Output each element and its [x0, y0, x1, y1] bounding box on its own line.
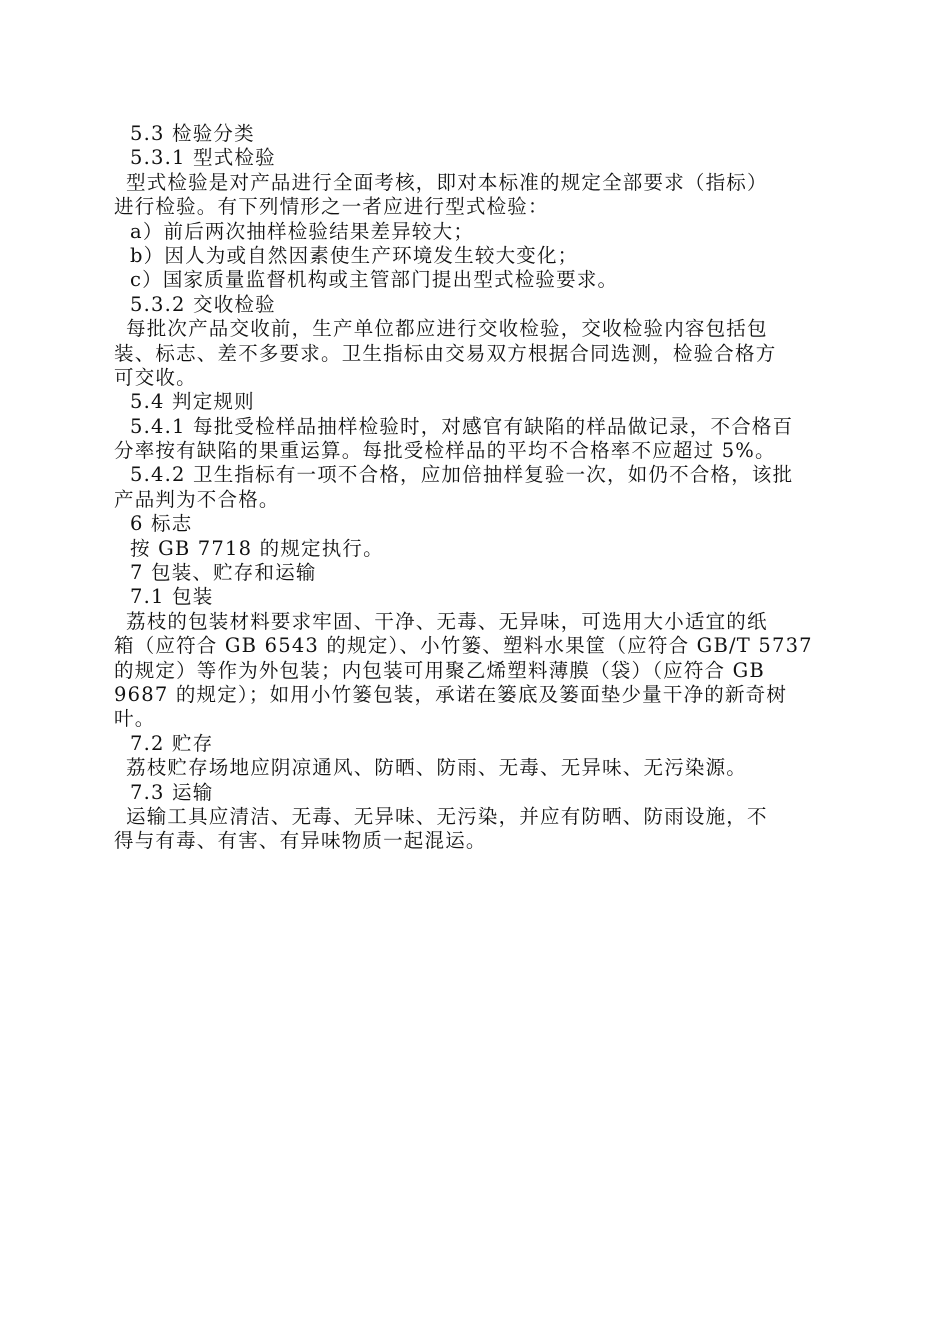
text-line: 运输工具应清洁、无毒、无异味、无污染，并应有防晒、防雨设施，不 — [126, 804, 768, 828]
text-line: 荔枝贮存场地应阴凉通风、防晒、防雨、无毒、无异味、无污染源。 — [126, 756, 748, 780]
text-line: 产品判为不合格。 — [114, 487, 280, 511]
text-line: 5.3 检验分类 — [130, 122, 255, 145]
text-line: 5.4.2 卫生指标有一项不合格，应加倍抽样复验一次，如仍不合格，该批 — [130, 463, 794, 487]
text-line: 叶。 — [114, 707, 156, 731]
text-line: 的规定）等作为外包装；内包装可用聚乙烯塑料薄膜（袋）（应符合 GB — [114, 658, 765, 682]
text-line: 7 包装、贮存和运输 — [130, 561, 317, 585]
text-line: 型式检验是对产品进行全面考核，即对本标准的规定全部要求（指标） — [126, 170, 768, 194]
text-line: 可交收。 — [114, 365, 197, 389]
text-line: 每批次产品交收前，生产单位都应进行交收检验，交收检验内容包括包 — [126, 317, 768, 341]
text-line: 箱（应符合 GB 6543 的规定）、小竹篓、塑料水果筐（应符合 GB/T 5737 — [114, 634, 813, 658]
text-line: 5.3.1 型式检验 — [130, 146, 276, 170]
text-line: c）国家质量监督机构或主管部门提出型式检验要求。 — [130, 268, 619, 292]
text-line: 荔枝的包装材料要求牢固、干净、无毒、无异味，可选用大小适宜的纸 — [126, 609, 768, 633]
text-line: 7.3 运输 — [130, 780, 214, 804]
text-line: 进行检验。有下列情形之一者应进行型式检验： — [114, 195, 549, 219]
text-line: b）因人为或自然因素使生产环境发生较大变化； — [130, 243, 579, 267]
text-line: 按 GB 7718 的规定执行。 — [130, 536, 384, 560]
document-body — [114, 122, 838, 854]
text-line: a）前后两次抽样检验结果差异较大； — [130, 219, 475, 243]
text-line: 5.4.1 每批受检样品抽样检验时，对感官有缺陷的样品做记录，不合格百 — [130, 414, 794, 438]
text-line: 5.3.2 交收检验 — [130, 292, 276, 316]
text-line: 6 标志 — [130, 512, 193, 536]
text-line: 7.1 包装 — [130, 585, 214, 609]
text-line: 分率按有缺陷的果重运算。每批受检样品的平均不合格率不应超过 5%。 — [114, 439, 776, 463]
text-line: 得与有毒、有害、有异味物质一起混运。 — [114, 829, 487, 853]
text-line: 5.4 判定规则 — [130, 390, 255, 414]
text-line: 装、标志、差不多要求。卫生指标由交易双方根据合同选测，检验合格方 — [114, 341, 777, 365]
text-line: 9687 的规定）；如用小竹篓包装，承诺在篓底及篓面垫少量干净的新奇树 — [114, 682, 788, 706]
text-line: 7.2 贮存 — [130, 731, 214, 755]
